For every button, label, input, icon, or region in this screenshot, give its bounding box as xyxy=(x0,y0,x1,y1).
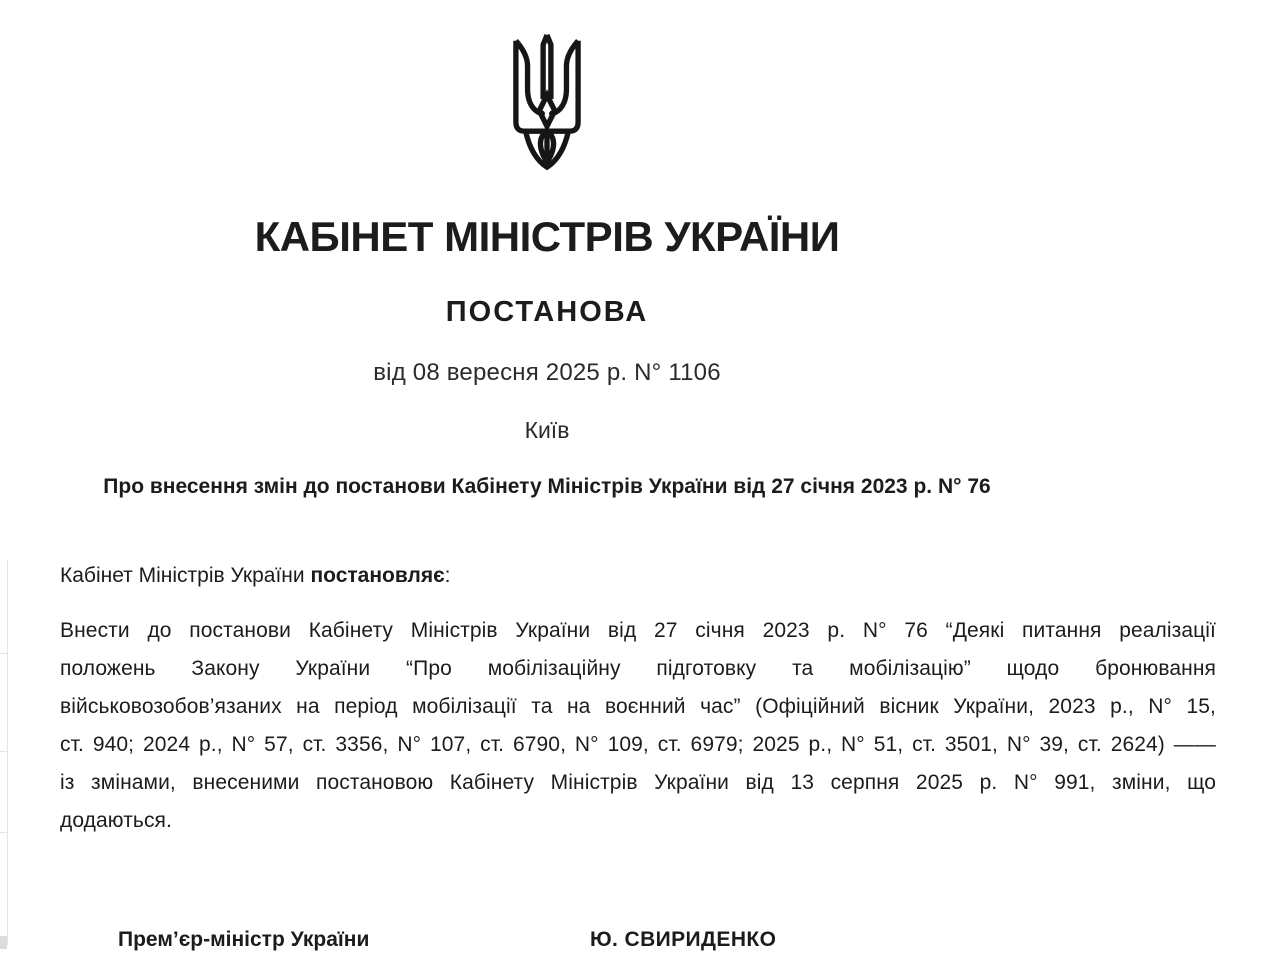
city-label: Київ xyxy=(524,417,570,443)
signature-block xyxy=(0,928,1280,958)
institution-name: КАБІНЕТ МІНІСТРІВ УКРАЇНИ xyxy=(254,213,840,260)
body-line: додаються. xyxy=(60,809,172,832)
left-edge-tick xyxy=(0,751,8,752)
left-edge-tick xyxy=(0,653,8,654)
body-line: положень Закону України “Про мобілізаційну підготовку та мобілізацію” щодо бронювання xyxy=(60,657,1216,680)
intro-colon: : xyxy=(444,564,451,587)
resolution-intro-line xyxy=(60,561,1216,591)
body-line: військовозобов’язаних на період мобілізації та на воєнний час” (Офіційний вісник України, 2023 р., N° 15, xyxy=(60,695,1216,718)
body-paragraph xyxy=(60,612,1216,840)
body-line: Внести до постанови Кабінету Міністрів України від 27 січня 2023 р. N° 76 “Деякі питання реалізації xyxy=(60,619,1216,642)
left-edge-border-line xyxy=(7,560,8,945)
body-line: із змінами, внесеними постановою Кабінету Міністрів України від 13 серпня 2025 р. N° 991, зміни, що xyxy=(60,771,1216,794)
tryzub-coat-of-arms-icon xyxy=(504,33,590,171)
left-edge-tick xyxy=(0,832,8,833)
document-title: Про внесення змін до постанови Кабінету Міністрів України від 27 січня 2023 р. N° 76 xyxy=(103,475,991,498)
intro-text: Кабінет Міністрів України xyxy=(60,564,311,587)
body-line: ст. 940; 2024 р., N° 57, ст. 3356, N° 107, ст. 6790, N° 109, ст. 6979; 2025 р., N° 51, ст. 3501, N° 39, ст. 2624) —— xyxy=(60,733,1216,756)
intro-bold-word: постановляє xyxy=(310,564,445,587)
date-and-number-line: від 08 вересня 2025 р. N° 1106 xyxy=(373,359,721,386)
document-type-label: ПОСТАНОВА xyxy=(445,296,649,328)
signatory-position: Прем’єр-міністр України xyxy=(118,928,370,951)
signatory-name: Ю. СВИРИДЕНКО xyxy=(590,928,777,951)
